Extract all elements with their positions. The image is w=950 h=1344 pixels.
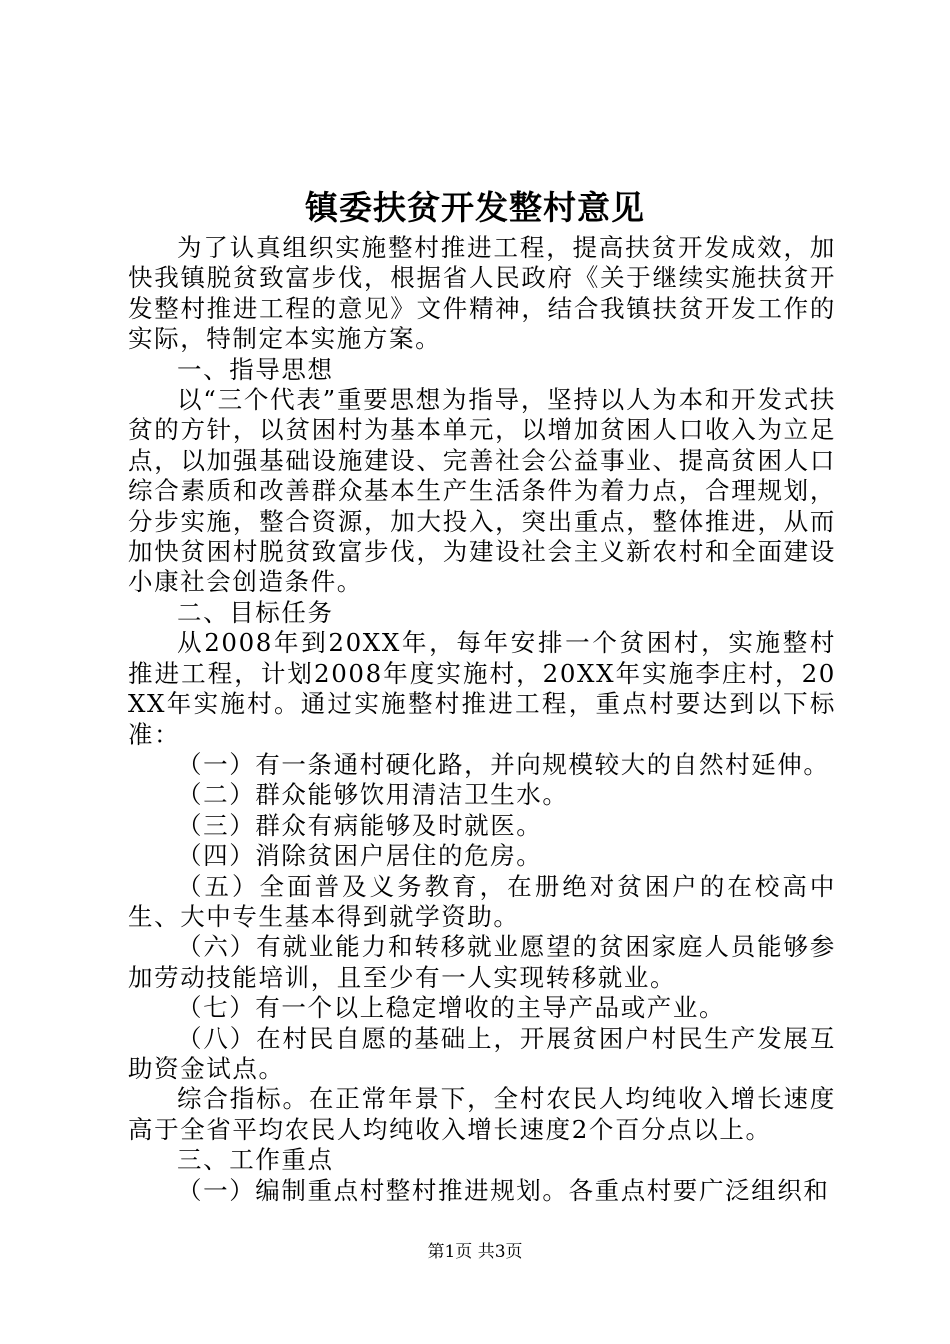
list-item-6: （六）有就业能力和转移就业愿望的贫困家庭人员能够参加劳动技能培训，且至少有一人实现转移就业。 [128, 932, 836, 992]
document-title: 镇委扶贫开发整村意见 [305, 188, 645, 227]
section-heading-3: 三、工作重点 [177, 1145, 334, 1175]
list-item-3: （三）群众有病能够及时就医。 [177, 810, 543, 840]
paragraph-overall-indicator: 综合指标。在正常年景下，全村农民人均纯收入增长速度高于全省平均农民人均纯收入增长速度2个百分点以上。 [128, 1084, 836, 1144]
section-heading-1: 一、指导思想 [177, 354, 334, 384]
paragraph-targets: 从2008年到20XX年，每年安排一个贫困村，实施整村推进工程，计划2008年度实施村，20XX年实施李庄村，20XX年实施村。通过实施整村推进工程，重点村要达到以下标准： [128, 628, 836, 749]
document-body [128, 233, 836, 1206]
list-item-2: （二）群众能够饮用清洁卫生水。 [177, 780, 569, 810]
section-heading-2: 二、目标任务 [177, 597, 334, 627]
page-footer: 第1页 共3页 [427, 1242, 523, 1262]
paragraph-intro: 为了认真组织实施整村推进工程，提高扶贫开发成效，加快我镇脱贫致富步伐，根据省人民政府《关于继续实施扶贫开发整村推进工程的意见》文件精神，结合我镇扶贫开发工作的实际，特制定本实施方案。 [128, 233, 836, 354]
list-item-8: （八）在村民自愿的基础上，开展贫困户村民生产发展互助资金试点。 [128, 1023, 836, 1083]
paragraph-guiding-thought: 以“三个代表”重要思想为指导，坚持以人为本和开发式扶贫的方针，以贫困村为基本单元，以增加贫困人口收入为立足点，以加强基础设施建设、完善社会公益事业、提高贫困人口综合素质和改善群众基本生产生活条件为着力点，合理规划，分步实施，整合资源，加大投入，突出重点，整体推进，从而加快贫困村脱贫致富步伐，为建设社会主义新农村和全面建设小康社会创造条件。 [128, 385, 836, 597]
list-item-7: （七）有一个以上稳定增收的主导产品或产业。 [177, 993, 726, 1023]
paragraph-work-focus-1: （一）编制重点村整村推进规划。各重点村要广泛组织和 [177, 1175, 830, 1205]
list-item-5: （五）全面普及义务教育，在册绝对贫困户的在校高中生、大中专生基本得到就学资助。 [128, 871, 836, 931]
list-item-1: （一）有一条通村硬化路，并向规模较大的自然村延伸。 [177, 749, 830, 779]
list-item-4: （四）消除贫困户居住的危房。 [177, 841, 543, 871]
